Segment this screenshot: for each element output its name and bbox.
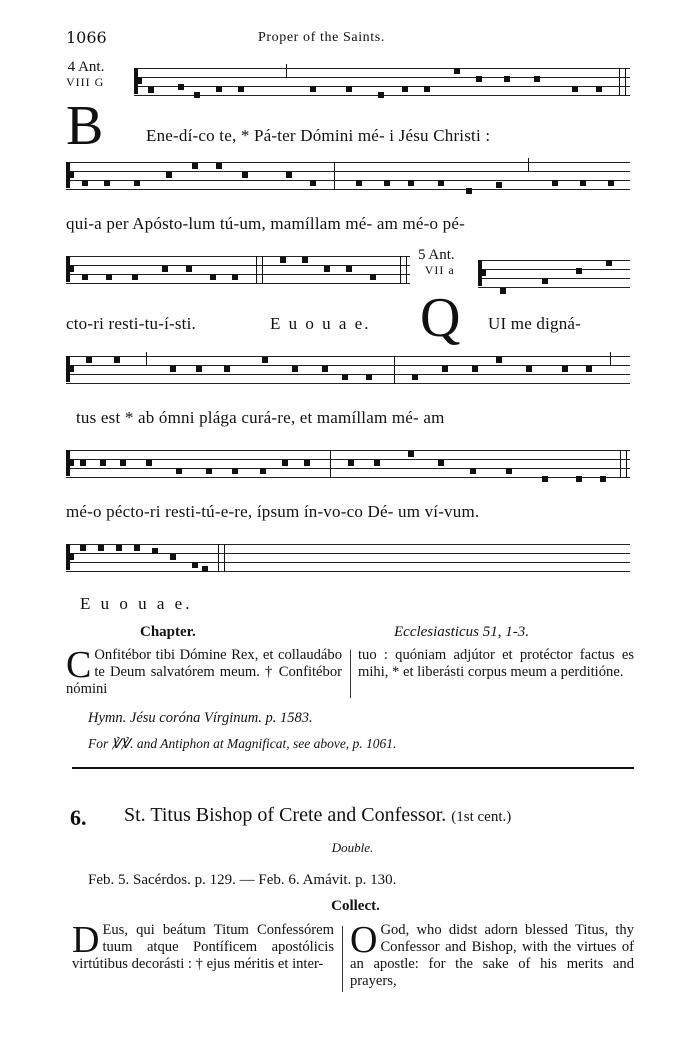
antiphon-5-drop-cap: Q [420,287,461,349]
neume [170,366,176,372]
neume [374,460,380,466]
neume [100,460,106,466]
antiphon-5-label [418,248,455,278]
antiphon-4-mode: VIII G [66,75,105,89]
neume [86,357,92,363]
neume [116,545,122,551]
neume [286,172,292,178]
neume [176,468,182,474]
neume [282,460,288,466]
neume [466,188,472,194]
neume [178,84,184,90]
neume [106,274,112,280]
neume [324,266,330,272]
neume [476,76,482,82]
neume [186,266,192,272]
neume [408,451,414,457]
chapter-latin-text: Onfitébor tibi Dómine Rex, et collaudábo te Deum salvatórem meum. † Confitébor nómini [66,647,342,697]
antiphon-5-lyric-1: UI me digná- [488,314,582,333]
neume [202,566,208,572]
feast-number: 6. [70,805,87,830]
neume [210,274,216,280]
chapter-continuation [358,647,634,681]
neume [348,460,354,466]
neume [580,180,586,186]
chant-staff-2 [66,158,630,192]
neume [114,357,120,363]
neume [576,476,582,482]
neume [262,357,268,363]
neume [280,257,286,263]
neume [506,468,512,474]
feast-title-text: St. Titus Bishop of Crete and Confessor. [124,804,447,826]
clef-icon [66,544,70,570]
clef-icon [66,450,70,476]
clef-icon [66,356,70,382]
chapter-latin [66,644,342,698]
neume [304,460,310,466]
neume [152,548,158,554]
neume [500,288,506,294]
neume [146,460,152,466]
neume [134,180,140,186]
neume [342,374,348,380]
collect-latin [72,919,334,973]
clef-icon [66,162,70,188]
neume [216,86,222,92]
clef-icon [134,68,138,94]
neume [322,366,328,372]
double-bar-line [400,256,407,284]
neume [454,68,460,74]
neume [216,163,222,169]
neume [402,86,408,92]
neume [148,87,154,93]
antiphon-4-euouae: E u o u a e. [270,314,371,333]
antiphon-4-lyric-1: Ene-dí-co te, * Pá-ter Dómini mé- i Jésu Christi : [146,126,491,145]
neume [310,86,316,92]
neume [366,374,372,380]
double-bar-line [256,256,263,284]
neume [370,274,376,280]
collect-heading: Collect. [331,898,380,914]
neume [504,76,510,82]
neume [542,278,548,284]
neume [80,545,86,551]
collect-english [350,919,634,990]
chant-staff-3 [66,252,410,286]
neume [242,172,248,178]
bar-line [330,450,331,478]
antiphon-4-drop-cap: B [66,95,104,157]
neume [346,86,352,92]
neume [600,476,606,482]
neume [134,545,140,551]
column-divider [342,926,343,992]
feast-rank: Double. [331,840,374,855]
neume [346,266,352,272]
neume [310,180,316,186]
bar-line [528,158,529,172]
neume [586,366,592,372]
neume [572,86,578,92]
chapter-continuation-text: tuo : quóniam adjútor et protéctor factus es mihi, * et liberásti corpus meum a perditióne. [358,647,634,680]
neume [408,180,414,186]
bar-line [394,356,395,384]
neume [442,366,448,372]
chant-staff-4 [66,352,630,386]
page-number: 1066 [66,28,107,47]
neume [232,468,238,474]
neume [534,76,540,82]
neume [98,545,104,551]
neume [438,460,444,466]
feast-title [124,804,511,827]
chapter-drop-cap: C [66,644,92,686]
chant-staff-5 [66,446,630,480]
hymn-line: Hymn. Jésu coróna Vírginum. p. 1583. [88,710,313,726]
neume [192,562,198,568]
bar-line [286,64,287,78]
chant-staff-6 [66,540,630,574]
neume [82,180,88,186]
antiphon-5-lyric-3: mé-o pécto-ri resti-tú-e-re, ípsum ín-vo-co Dé- um ví-vum. [66,502,480,521]
antiphon-4-number: 4 Ant. [67,59,105,75]
double-bar-line [619,68,626,96]
neume [438,180,444,186]
neume [496,357,502,363]
neume [120,460,126,466]
neume [470,468,476,474]
antiphon-5-lyric-2: tus est * ab ómni plága curá-re, et mamíllam mé- am [76,408,445,427]
antiphon-4-lyric-3: cto-ri resti-tu-í-sti. [66,314,196,333]
neume [552,180,558,186]
double-bar-line [620,450,627,478]
chant-staff-1 [134,64,630,98]
chapter-heading: Chapter. [140,624,196,640]
antiphon-5-number: 5 Ant. [418,247,455,263]
neume [166,172,172,178]
antiphon-4-label [66,60,104,90]
antiphon-5-euouae: E u o u a e. [80,594,193,613]
antiphon-5-mode: VII a [424,263,455,277]
neume [260,468,266,474]
neume [412,374,418,380]
mass-line: Feb. 5. Sacérdos. p. 129. — Feb. 6. Amávit. p. 130. [88,872,397,888]
collect-english-text: God, who didst adorn blessed Titus, thy Confessor and Bishop, with the virtues of an apostle: for the sake of his merits and prayers, [350,922,634,989]
neume [104,180,110,186]
neume [206,468,212,474]
bar-line [146,352,147,366]
feast-century: (1st cent.) [451,809,512,825]
antiphon-4-lyric-2: qui-a per Apósto-lum tú-um, mamíllam mé- am mé-o pé- [66,214,465,233]
collect-latin-text: Eus, qui beátum Titum Confessórem tuum atque Pontíficem apostólicis virtútibus decorásti : † ejus méritis et inter- [72,922,334,972]
neume [302,257,308,263]
neume [378,92,384,98]
neume [596,86,602,92]
collect-latin-drop-cap: D [72,919,100,961]
clef-icon [478,260,482,286]
neume [224,366,230,372]
neume [80,460,86,466]
neume [496,182,502,188]
neume [384,180,390,186]
chant-staff-3b [478,256,630,290]
neume [292,366,298,372]
clef-icon [66,256,70,282]
bar-line [334,162,335,190]
versicle-line: For ℣℣. and Antiphon at Magnificat, see above, p. 1061. [88,736,397,751]
neume [562,366,568,372]
neume [238,86,244,92]
collect-english-drop-cap: O [350,919,378,961]
neume [472,366,478,372]
neume [232,274,238,280]
neume [192,163,198,169]
double-bar-line [218,544,225,572]
neume [526,366,532,372]
neume [424,86,430,92]
running-head: Proper of the Saints. [258,30,385,45]
neume [170,554,176,560]
neume [194,92,200,98]
neume [606,260,612,266]
neume [576,268,582,274]
neume [162,266,168,272]
bar-line [610,352,611,366]
neume [132,274,138,280]
neume [356,180,362,186]
neume [196,366,202,372]
section-rule [72,767,634,769]
chapter-citation: Ecclesiasticus 51, 1-3. [394,624,529,640]
neume [542,476,548,482]
neume [608,180,614,186]
column-divider [350,650,351,698]
neume [82,274,88,280]
